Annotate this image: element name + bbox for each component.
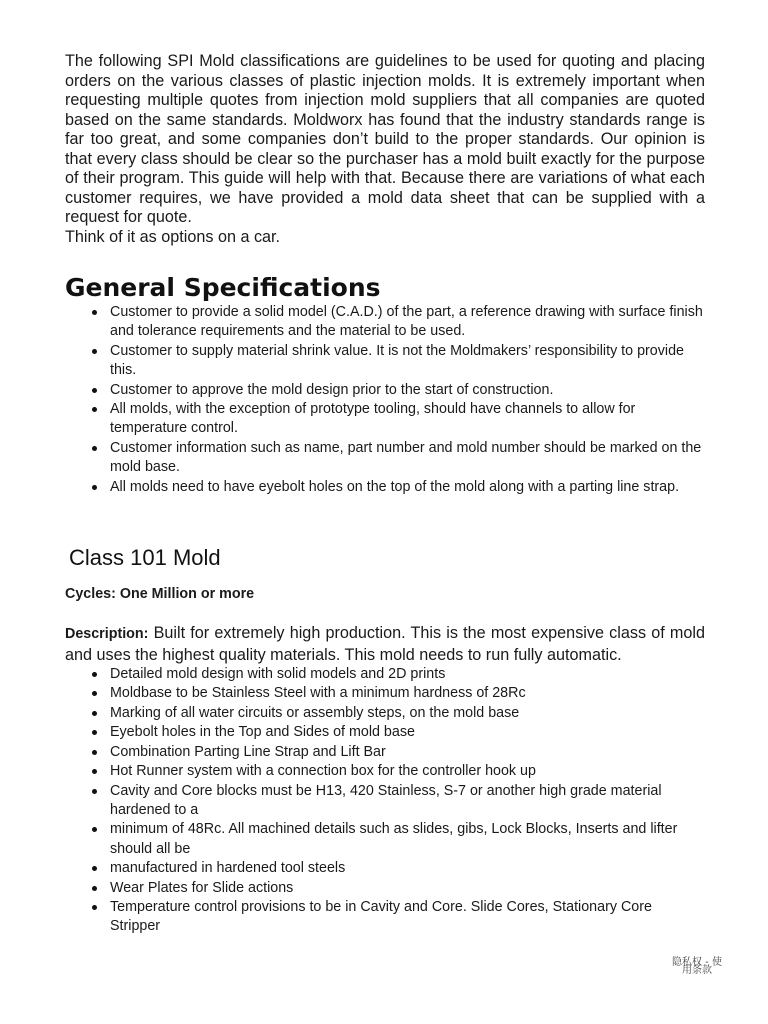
list-item <box>65 400 705 439</box>
bullet-icon <box>92 827 97 832</box>
list-item <box>65 820 705 859</box>
bullet-icon <box>92 672 97 677</box>
list-item-text: Cavity and Core blocks must be H13, 420 Stainless, S-7 or another high grade material hardened to a <box>110 782 662 818</box>
bullet-icon <box>92 349 97 354</box>
class-101-heading: Class 101 Mold <box>69 545 221 571</box>
bullet-icon <box>92 711 97 716</box>
bullet-icon <box>92 446 97 451</box>
list-item-text: manufactured in hardened tool steels <box>110 860 346 877</box>
list-item-text: Customer to provide a solid model (C.A.D.) of the part, a reference drawing with surface finish and tolerance requirements and the material to be used. <box>110 304 703 340</box>
bullet-icon <box>92 730 97 735</box>
list-item-text: Customer to supply material shrink value. It is not the Moldmakers’ responsibility to provide this. <box>110 342 684 379</box>
list-item <box>65 723 705 742</box>
description-label: Description: <box>65 626 149 643</box>
list-item <box>65 879 705 898</box>
list-item <box>65 762 705 781</box>
list-item-text: Combination Parting Line Strap and Lift Bar <box>110 743 386 760</box>
bullet-icon <box>92 750 97 755</box>
description-text: Built for extremely high production. This is the most expensive class of mold and uses the highest quality materials. This mold needs to run fully automatic. <box>65 624 705 664</box>
bullet-icon <box>92 485 97 490</box>
list-item-text: Hot Runner system with a connection box for the controller hook up <box>110 763 536 780</box>
list-item-text: Moldbase to be Stainless Steel with a minimum hardness of 28Rc <box>110 685 526 702</box>
list-item-text: All molds, with the exception of prototype tooling, should have channels to allow for temperature control. <box>110 401 636 437</box>
list-item-text: Eyebolt holes in the Top and Sides of mold base <box>110 724 415 741</box>
terms-link[interactable]: 用条款 <box>682 965 712 976</box>
bullet-icon <box>92 691 97 696</box>
general-specifications-heading: General Specifications <box>65 273 381 302</box>
list-item <box>65 665 705 684</box>
class-101-description <box>65 623 705 665</box>
bullet-icon <box>92 905 97 910</box>
list-item <box>65 381 705 400</box>
list-item <box>65 704 705 723</box>
list-item <box>65 684 705 703</box>
list-item-text: Customer to approve the mold design prior to the start of construction. <box>110 381 554 398</box>
intro-paragraph: The following SPI Mold classifications are guidelines to be used for quoting and placing orders on the various classes of plastic injection molds. It is extremely important when requesting multiple quotes from injection mold suppliers that all companies are quoted based on the same standards. Moldworx has found that the industry standards range is far too great, and some companies don’t build to the proper standards. Our opinion is that every class should be clear so the purchaser has a mold built exactly for the purpose of their program. This guide will help with that. Because there are variations of what each customer requires, we have provided a mold data sheet that can be supplied with a request for quote. <box>65 52 705 226</box>
list-item-text: minimum of 48Rc. All machined details such as slides, gibs, Lock Blocks, Inserts and lifter should all be <box>110 821 678 857</box>
list-item <box>65 743 705 762</box>
bullet-icon <box>92 769 97 774</box>
list-item-text: Detailed mold design with solid models and 2D prints <box>110 666 446 683</box>
document-page <box>65 52 705 937</box>
list-item <box>65 898 705 937</box>
bullet-icon <box>92 407 97 412</box>
list-item <box>65 342 705 381</box>
privacy-terms-link[interactable]: 隐私权 - 使 <box>672 957 722 968</box>
bullet-icon <box>92 866 97 871</box>
list-item <box>65 439 705 478</box>
class-101-requirements-list <box>65 665 705 937</box>
bullet-icon <box>92 789 97 794</box>
bullet-icon <box>92 388 97 393</box>
intro-tail: Think of it as options on a car. <box>65 227 281 246</box>
list-item <box>65 303 705 342</box>
list-item-text: Temperature control provisions to be in Cavity and Core. Slide Cores, Stationary Core Stripper <box>110 898 652 935</box>
bullet-icon <box>92 310 97 315</box>
list-item-text: All molds need to have eyebolt holes on the top of the mold along with a parting line strap. <box>110 478 680 495</box>
general-specifications-list <box>65 303 705 497</box>
list-item <box>65 478 705 497</box>
bullet-icon <box>92 886 97 891</box>
list-item <box>65 782 705 821</box>
list-item-text: Wear Plates for Slide actions <box>110 879 294 896</box>
list-item-text: Marking of all water circuits or assembly steps, on the mold base <box>110 704 520 721</box>
list-item <box>65 859 705 878</box>
class-101-cycles: Cycles: One Million or more <box>65 586 255 603</box>
list-item-text: Customer information such as name, part number and mold number should be marked on the mold base. <box>110 439 702 476</box>
